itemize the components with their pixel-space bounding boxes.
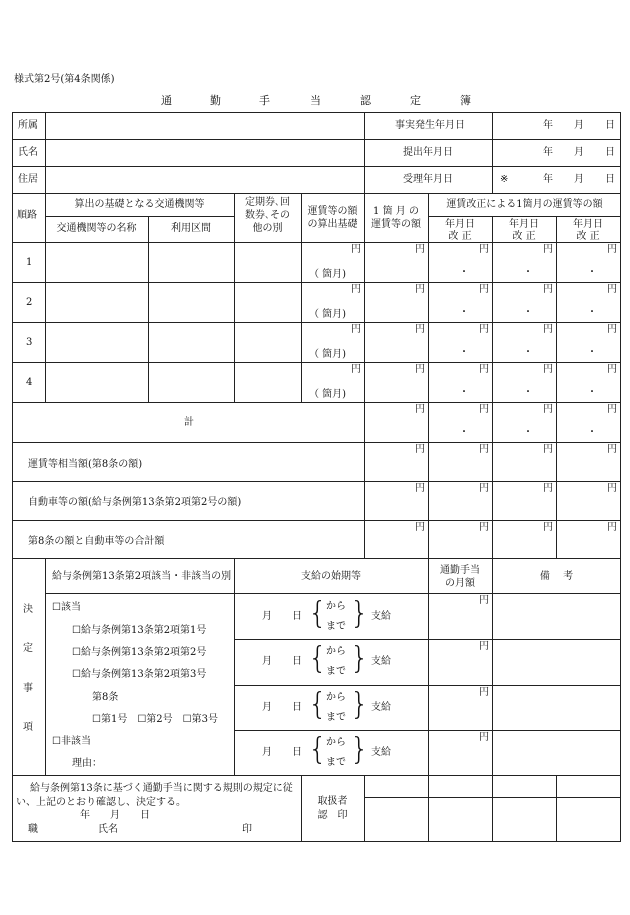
route-number: 3 [26,337,33,348]
decimal-dot: ・ [459,347,469,358]
decimal-dot: ・ [523,307,533,318]
item2-checkbox[interactable]: ☐給与条例第13条第2項第2号 [72,647,207,658]
yen-unit: 円 [479,483,489,494]
until-label: まで [326,712,346,723]
right-brace-icon: } [350,596,370,631]
pay-label: 支給 [371,702,391,713]
ticket-type-header: 定期券､回 [245,197,290,208]
decimal-dot: ・ [587,387,597,398]
fare-equivalent-label: 運賃等相当額(第8条の額) [28,459,143,470]
seal-label: 印 [242,824,252,835]
yen-unit: 円 [543,522,553,533]
yen-unit: 円 [543,284,553,295]
title-char: 手 [259,94,270,107]
day-label: 日 [292,611,302,622]
decimal-dot: ・ [459,427,469,438]
revision-date-header: 年月日 [509,219,539,230]
combined-label: 第8条の額と自動車等の合計額 [28,536,165,547]
yen-unit: 円 [415,483,425,494]
title-char: 簿 [460,94,471,107]
statement-line: い、上記のとおり確認し、決定する。 [16,797,186,808]
from-label: から [326,737,346,748]
right-brace-icon: } [350,641,370,676]
month-label: 月 [262,747,272,758]
decimal-dot: ・ [587,267,597,278]
decimal-dot: ・ [587,347,597,358]
title-char: 通 [161,94,172,107]
month-label: 月 [262,611,272,622]
until-label: まで [326,666,346,677]
left-brace-icon: { [308,732,328,767]
title-char: 定 [410,94,421,107]
title-char: 認 [360,94,371,107]
person-name-label: 氏名 [98,824,118,835]
yen-unit: 円 [607,522,617,533]
yen-unit: 円 [479,364,489,375]
revision-date-header: 年月日 [445,219,475,230]
yen-unit: 円 [479,522,489,533]
month-label: 月 [574,147,584,158]
car-amount-label: 自動車等の額(給与条例第13条第2項第2号の額) [28,497,242,508]
yen-unit: 円 [607,483,617,494]
left-brace-icon: { [308,641,328,676]
decimal-dot: ・ [459,387,469,398]
until-label: まで [326,621,346,632]
yen-unit: 円 [415,284,425,295]
day-label: 日 [292,702,302,713]
day-label: 日 [292,747,302,758]
section-header: 利用区間 [171,223,211,234]
decision-label-char: 決 [23,604,33,615]
months-unit: （ 箇月) [309,349,347,360]
yen-unit: 円 [607,244,617,255]
monthly-fare-header: 運賃等の額 [371,219,421,230]
title-char: 勤 [210,94,221,107]
form-number: 様式第2号(第4条関係) [14,74,115,85]
from-label: から [326,692,346,703]
title-char: 当 [310,94,321,107]
handler-label: 取扱者 [317,796,348,807]
revision-date-header: 年月日 [573,219,603,230]
org-name-header: 交通機関等の名称 [56,223,137,234]
day-label: 日 [605,174,615,185]
yen-unit: 円 [415,324,425,335]
months-unit: （ 箇月) [309,309,347,320]
yen-unit: 円 [479,641,489,652]
revision-label: 改 正 [448,231,472,242]
yen-unit: 円 [479,595,489,606]
until-label: まで [326,757,346,768]
decimal-dot: ・ [523,427,533,438]
start-date-header: 支給の始期等 [301,571,361,582]
handler-label: 認 印 [317,810,348,821]
ticket-type-header: 数券､その [245,210,290,221]
yen-unit: 円 [479,732,489,743]
month-label: 月 [574,174,584,185]
statement-line: 給与条例第13条に基づく通勤手当に関する規則の規定に従 [30,783,293,794]
yen-unit: 円 [479,244,489,255]
yen-unit: 円 [543,364,553,375]
applicable-checkbox[interactable]: ☐該当 [52,602,81,613]
yen-unit: 円 [479,284,489,295]
yen-unit: 円 [415,522,425,533]
monthly-fare-header: 1 箇 月 の [373,206,419,217]
revision-label: 改 正 [576,231,600,242]
monthly-allowance-header: の月額 [445,578,475,589]
revision-label: 改 正 [512,231,536,242]
monthly-allowance-header: 通勤手当 [440,565,480,576]
pay-label: 支給 [371,747,391,758]
decimal-dot: ・ [459,267,469,278]
yen-unit: 円 [607,324,617,335]
art8-items[interactable]: ☐第1号 ☐第2号 ☐第3号 [92,714,218,725]
right-brace-icon: } [350,687,370,722]
decision-label-char: 定 [23,643,33,654]
year-label: 年 [543,147,553,158]
left-brace-icon: { [308,687,328,722]
yen-unit: 円 [607,444,617,455]
yen-unit: 円 [351,324,361,335]
year-label: 年 [543,174,553,185]
yen-unit: 円 [543,244,553,255]
right-brace-icon: } [350,732,370,767]
decision-label-char: 事 [23,683,33,694]
yen-unit: 円 [479,324,489,335]
note-mark: ※ [500,174,509,185]
yen-unit: 円 [607,404,617,415]
left-brace-icon: { [308,596,328,631]
yen-unit: 円 [415,444,425,455]
yen-unit: 円 [543,444,553,455]
submit-date-label: 提出年月日 [403,147,453,158]
receipt-date-label: 受理年月日 [403,174,453,185]
ticket-type-header: 他の別 [252,223,283,234]
day-label: 日 [605,147,615,158]
decimal-dot: ・ [523,347,533,358]
remarks-header: 備 考 [539,571,574,582]
art8-label: 第8条 [92,692,119,703]
yen-unit: 円 [415,364,425,375]
yen-unit: 円 [607,284,617,295]
yen-unit: 円 [607,364,617,375]
reason-label: 理由： [72,758,102,769]
not-applicable-checkbox[interactable]: ☐非該当 [52,736,91,747]
total-label: 計 [184,417,194,428]
route-number: 2 [26,297,33,308]
yen-unit: 円 [415,244,425,255]
decimal-dot: ・ [523,387,533,398]
fare-basis-header: の算出基礎 [307,219,358,230]
yen-unit: 円 [479,404,489,415]
fare-basis-header: 運賃等の額 [307,206,358,217]
pay-label: 支給 [371,611,391,622]
route-number: 1 [26,257,33,268]
item3-checkbox[interactable]: ☐給与条例第13条第2項第3号 [72,669,207,680]
from-label: から [326,646,346,657]
decision-label-char: 項 [23,722,33,733]
revision-header: 運賃改正による1箇月の運賃等の額 [446,199,603,210]
route-number: 4 [26,377,33,388]
applicability-header: 給与条例第13条第2項該当・非該当の別 [52,571,232,582]
month-label: 月 [262,702,272,713]
affiliation-label: 所属 [18,120,38,131]
from-label: から [326,601,346,612]
yen-unit: 円 [543,483,553,494]
yen-unit: 円 [415,404,425,415]
yen-unit: 円 [479,687,489,698]
month-label: 月 [262,656,272,667]
residence-label: 住居 [18,174,38,185]
day-label: 日 [605,120,615,131]
date-line: 年 月 日 [80,810,150,821]
decimal-dot: ・ [523,267,533,278]
decimal-dot: ・ [587,307,597,318]
fact-date-label: 事実発生年月日 [395,120,465,131]
decimal-dot: ・ [459,307,469,318]
basis-org-header: 算出の基礎となる交通機関等 [74,199,205,210]
position-label: 職 [28,824,38,835]
yen-unit: 円 [351,364,361,375]
year-label: 年 [543,120,553,131]
pay-label: 支給 [371,656,391,667]
yen-unit: 円 [351,284,361,295]
name-label: 氏名 [18,147,38,158]
month-label: 月 [574,120,584,131]
yen-unit: 円 [543,324,553,335]
yen-unit: 円 [543,404,553,415]
months-unit: （ 箇月) [309,389,347,400]
yen-unit: 円 [479,444,489,455]
yen-unit: 円 [351,244,361,255]
route-header: 順路 [17,210,37,221]
decimal-dot: ・ [587,427,597,438]
day-label: 日 [292,656,302,667]
item1-checkbox[interactable]: ☐給与条例第13条第2項第1号 [72,625,207,636]
months-unit: （ 箇月) [309,269,347,280]
